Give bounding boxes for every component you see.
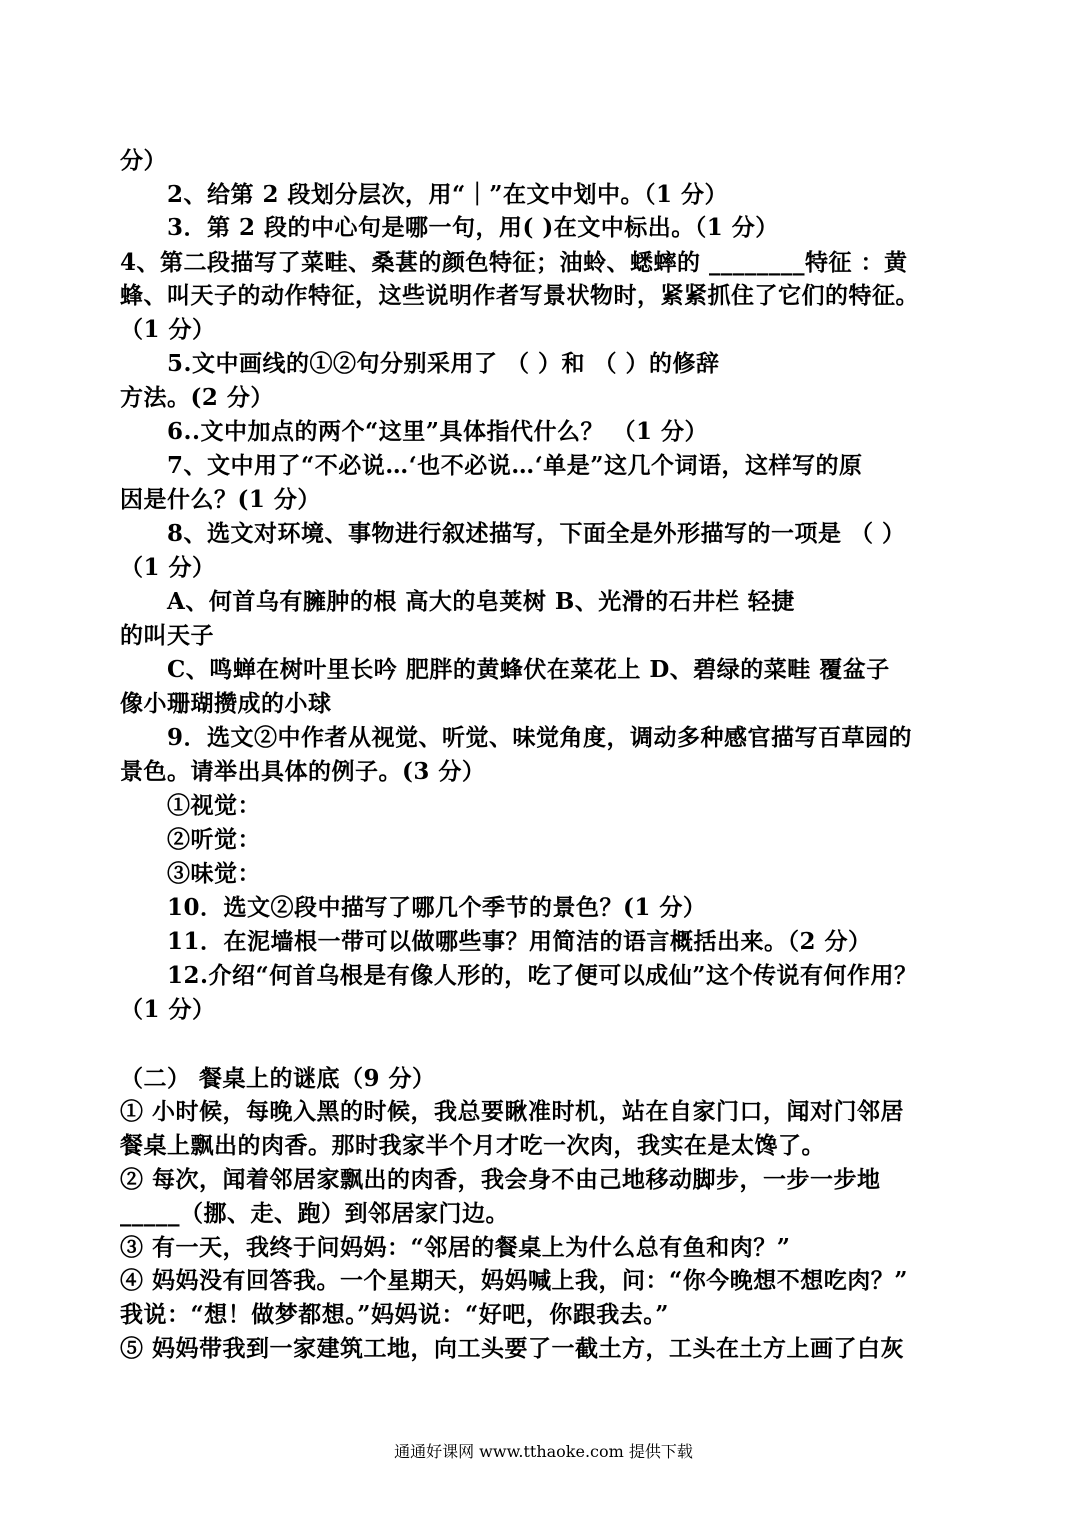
text-line: 的叫天子 [120, 622, 214, 649]
question-11: 11．在泥墙根一带可以做哪些事？用简洁的语言概括出来。（2 分） [167, 928, 872, 955]
text-line: （1 分） [120, 554, 216, 581]
question-12: 12.介绍“何首乌根是有像人形的，吃了便可以成仙”这个传说有何作用？ [167, 962, 918, 989]
text-line: 我说：“想！做梦都想。”妈妈说：“好吧，你跟我去。” [120, 1301, 669, 1328]
option-c-d: C、鸣蝉在树叶里长吟 肥胖的黄蜂伏在菜花上 D、碧绿的菜畦 覆盆子 [167, 656, 890, 683]
paragraph-4: ④ 妈妈没有回答我。一个星期天，妈妈喊上我，问：“你今晚想不想吃肉？” [120, 1267, 908, 1294]
paragraph-5: ⑤ 妈妈带我到一家建筑工地，向工头要了一截土方，工头在土方上画了白灰 [120, 1335, 905, 1362]
option-a-b: A、何首乌有臃肿的根 高大的皂荚树 B、光滑的石井栏 轻捷 [167, 588, 795, 615]
question-4: 4、第二段描写了菜畦、桑葚的颜色特征；油蛉、蟋蟀的 ________特征 ：黄 [120, 249, 908, 276]
question-5: 5.文中画线的①②句分别采用了 （ ）和 （ ）的修辞 [167, 350, 720, 377]
text-line: _____（挪、走、跑）到邻居家门边。 [120, 1200, 509, 1227]
answer-visual: ①视觉： [167, 792, 261, 819]
answer-auditory: ②听觉： [167, 826, 261, 853]
question-8: 8、选文对环境、事物进行叙述描写，下面全是外形描写的一项是 （ ） [167, 520, 906, 547]
question-6: 6..文中加点的两个“这里”具体指代什么？ （1 分） [167, 418, 708, 445]
paragraph-1: ① 小时候，每晚入黑的时候，我总要瞅准时机，站在自家门口，闻对门邻居 [120, 1098, 905, 1125]
question-2: 2、给第 2 段划分层次，用“｜”在文中划中。（1 分） [167, 181, 728, 208]
paragraph-2: ② 每次，闻着邻居家飘出的肉香，我会身不由己地移动脚步，一步一步地 [120, 1166, 881, 1193]
paragraph-3: ③ 有一天，我终于问妈妈：“邻居的餐桌上为什么总有鱼和肉？” [120, 1234, 791, 1261]
footer-credit: 通通好课网 www.tthaoke.com 提供下载 [394, 1442, 693, 1461]
text-line: 像小珊瑚攒成的小球 [120, 690, 332, 717]
question-10: 10．选文②段中描写了哪几个季节的景色？(1 分） [167, 894, 707, 921]
text-line: （1 分） [120, 316, 216, 343]
text-line: 因是什么？(1 分） [120, 486, 321, 513]
text-line: 景色。请举出具体的例子。(3 分） [120, 758, 486, 785]
text-line: 分） [120, 147, 167, 174]
section-heading: （二） 餐桌上的谜底（9 分） [120, 1065, 436, 1092]
question-7: 7、文中用了“不必说…‘也不必说…‘单是”这几个词语，这样写的原 [167, 452, 863, 479]
text-line: 餐桌上飘出的肉香。那时我家半个月才吃一次肉，我实在是太馋了。 [120, 1132, 825, 1159]
answer-taste: ③味觉： [167, 860, 261, 887]
question-9: 9．选文②中作者从视觉、听觉、味觉角度，调动多种感官描写百草园的 [167, 724, 913, 751]
question-3: 3．第 2 段的中心句是哪一句，用( )在文中标出。（1 分） [167, 214, 779, 241]
text-line: （1 分） [120, 996, 216, 1023]
text-line: 蜂、叫天子的动作特征，这些说明作者写景状物时，紧紧抓住了它们的特征。 [120, 282, 919, 309]
text-line: 方法。(2 分） [120, 384, 274, 411]
